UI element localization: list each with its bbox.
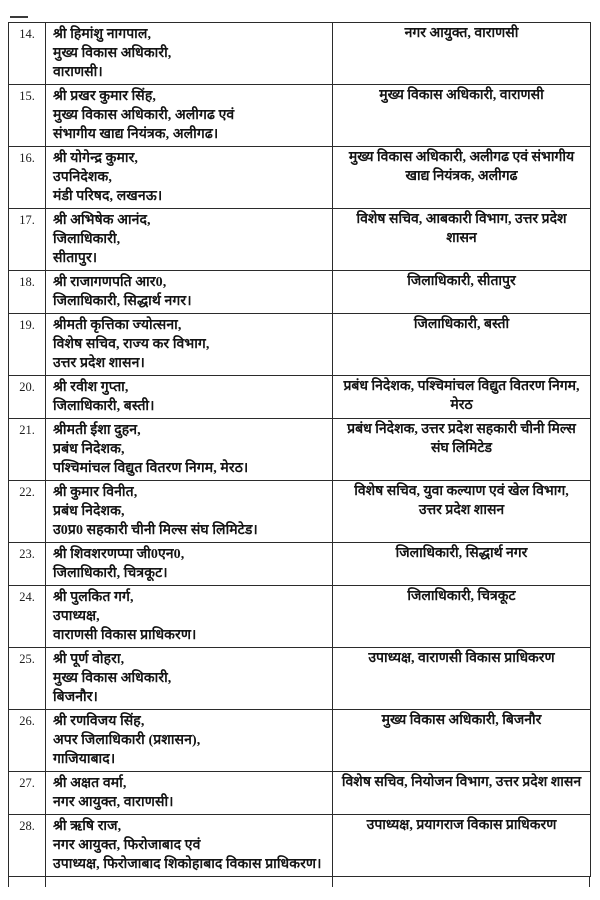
officer-cell: [46, 314, 333, 376]
new-posting-cell: मुख्य विकास अधिकारी, अलीगढ एवं संभागीय खाद्य नियंत्रक, अलीगढ: [333, 147, 591, 209]
new-posting-cell: विशेष सचिव, नियोजन विभाग, उत्तर प्रदेश शासन: [333, 772, 591, 815]
officer-line: श्री रणविजय सिंह,: [53, 714, 145, 729]
officer-line: गाजियाबाद।: [53, 752, 116, 767]
officer-cell: [46, 710, 333, 772]
officer-line: श्रीमती कृत्तिका ज्योत्सना,: [53, 318, 182, 333]
officer-cell: [46, 376, 333, 419]
serial-cell: 24.: [9, 586, 46, 648]
officer-line: जिलाधिकारी,: [53, 232, 121, 247]
table-row: [9, 85, 591, 147]
officer-cell: [46, 543, 333, 586]
table-row: [9, 772, 591, 815]
officer-line: उपनिदेशक,: [53, 170, 112, 185]
officer-cell: [46, 85, 333, 147]
serial-cell: 15.: [9, 85, 46, 147]
officer-line: श्री राजागणपति आर0,: [53, 275, 167, 290]
new-posting-cell: मुख्य विकास अधिकारी, बिजनौर: [333, 710, 591, 772]
officer-line: श्री प्रखर कुमार सिंह,: [53, 89, 156, 104]
table-continuation-stubs: [8, 877, 590, 887]
officer-line: जिलाधिकारी, चित्रकूट।: [53, 566, 168, 581]
serial-cell: 18.: [9, 271, 46, 314]
new-posting-cell: प्रबंध निदेशक, उत्तर प्रदेश सहकारी चीनी मिल्स संघ लिमिटेड: [333, 419, 591, 481]
transfer-table-body: [9, 23, 591, 877]
serial-cell: 27.: [9, 772, 46, 815]
transfer-table: [8, 22, 591, 877]
table-continuation-stub: [8, 877, 9, 887]
new-posting-cell: मुख्य विकास अधिकारी, वाराणसी: [333, 85, 591, 147]
officer-cell: [46, 772, 333, 815]
officer-cell: [46, 419, 333, 481]
officer-line: श्री रवीश गुप्ता,: [53, 380, 129, 395]
new-posting-cell: नगर आयुक्त, वाराणसी: [333, 23, 591, 85]
officer-line: जिलाधिकारी, सिद्धार्थ नगर।: [53, 294, 192, 309]
table-row: [9, 586, 591, 648]
table-row: [9, 147, 591, 209]
officer-line: नगर आयुक्त, फिरोजाबाद एवं: [53, 838, 201, 853]
officer-line: उत्तर प्रदेश शासन।: [53, 356, 145, 371]
officer-line: श्री कुमार विनीत,: [53, 485, 138, 500]
serial-cell: 20.: [9, 376, 46, 419]
officer-line: वाराणसी।: [53, 65, 103, 80]
officer-cell: [46, 147, 333, 209]
officer-line: मुख्य विकास अधिकारी,: [53, 671, 172, 686]
officer-cell: [46, 23, 333, 85]
officer-line: बिजनौर।: [53, 690, 98, 705]
table-row: [9, 648, 591, 710]
officer-line: वाराणसी विकास प्राधिकरण।: [53, 628, 197, 643]
new-posting-cell: उपाध्यक्ष, वाराणसी विकास प्राधिकरण: [333, 648, 591, 710]
officer-line: श्री अभिषेक आनंद,: [53, 213, 151, 228]
transfer-table-wrap: [8, 22, 590, 887]
officer-line: अपर जिलाधिकारी (प्रशासन),: [53, 733, 201, 748]
officer-line: श्री ऋषि राज,: [53, 819, 122, 834]
serial-cell: 16.: [9, 147, 46, 209]
new-posting-cell: विशेष सचिव, युवा कल्याण एवं खेल विभाग, उत्तर प्रदेश शासन: [333, 481, 591, 543]
table-continuation-stub: [332, 877, 333, 887]
serial-cell: 14.: [9, 23, 46, 85]
officer-line: सीतापुर।: [53, 251, 98, 266]
officer-line: प्रबंध निदेशक,: [53, 442, 125, 457]
table-row: [9, 710, 591, 772]
officer-line: प्रबंध निदेशक,: [53, 504, 125, 519]
officer-line: श्री पूर्ण वोहरा,: [53, 652, 125, 667]
serial-cell: 25.: [9, 648, 46, 710]
officer-cell: [46, 586, 333, 648]
new-posting-cell: जिलाधिकारी, बस्ती: [333, 314, 591, 376]
table-row: [9, 815, 591, 877]
table-continuation-stub: [45, 877, 46, 887]
officer-line: पश्चिमांचल विद्युत वितरण निगम, मेरठ।: [53, 461, 249, 476]
officer-cell: [46, 209, 333, 271]
new-posting-cell: विशेष सचिव, आबकारी विभाग, उत्तर प्रदेश शासन: [333, 209, 591, 271]
table-row: [9, 23, 591, 85]
table-continuation-stub: [589, 877, 590, 887]
table-row: [9, 376, 591, 419]
serial-cell: 28.: [9, 815, 46, 877]
officer-line: उ0प्र0 सहकारी चीनी मिल्स संघ लिमिटेड।: [53, 523, 258, 538]
new-posting-cell: जिलाधिकारी, सीतापुर: [333, 271, 591, 314]
officer-cell: [46, 815, 333, 877]
serial-cell: 19.: [9, 314, 46, 376]
new-posting-cell: जिलाधिकारी, सिद्धार्थ नगर: [333, 543, 591, 586]
officer-line: श्री पुलकित गर्ग,: [53, 590, 134, 605]
table-row: [9, 419, 591, 481]
officer-line: मुख्य विकास अधिकारी,: [53, 46, 172, 61]
officer-cell: [46, 481, 333, 543]
officer-line: श्री शिवशरणप्पा जी0एन0,: [53, 547, 185, 562]
officer-line: मंडी परिषद, लखनऊ।: [53, 189, 163, 204]
serial-cell: 23.: [9, 543, 46, 586]
new-posting-cell: जिलाधिकारी, चित्रकूट: [333, 586, 591, 648]
officer-line: मुख्य विकास अधिकारी, अलीगढ एवं: [53, 108, 235, 123]
officer-line: श्रीमती ईशा दुहन,: [53, 423, 141, 438]
serial-cell: 26.: [9, 710, 46, 772]
table-row: [9, 209, 591, 271]
new-posting-cell: उपाध्यक्ष, प्रयागराज विकास प्राधिकरण: [333, 815, 591, 877]
officer-line: जिलाधिकारी, बस्ती।: [53, 399, 155, 414]
serial-cell: 21.: [9, 419, 46, 481]
serial-cell: 22.: [9, 481, 46, 543]
table-row: [9, 543, 591, 586]
officer-line: उपाध्यक्ष,: [53, 609, 100, 624]
table-row: [9, 314, 591, 376]
officer-line: श्री हिमांशु नागपाल,: [53, 27, 152, 42]
serial-cell: 17.: [9, 209, 46, 271]
officer-cell: [46, 648, 333, 710]
officer-line: श्री अक्षत वर्मा,: [53, 776, 127, 791]
scan-edge-artifact: [10, 16, 28, 18]
officer-cell: [46, 271, 333, 314]
officer-line: नगर आयुक्त, वाराणसी।: [53, 795, 174, 810]
officer-line: विशेष सचिव, राज्य कर विभाग,: [53, 337, 210, 352]
new-posting-cell: प्रबंध निदेशक, पश्चिमांचल विद्युत वितरण निगम, मेरठ: [333, 376, 591, 419]
officer-line: संभागीय खाद्य नियंत्रक, अलीगढ।: [53, 127, 219, 142]
table-row: [9, 271, 591, 314]
officer-line: श्री योगेन्द्र कुमार,: [53, 151, 139, 166]
table-row: [9, 481, 591, 543]
officer-line: उपाध्यक्ष, फिरोजाबाद शिकोहाबाद विकास प्राधिकरण।: [53, 857, 322, 872]
